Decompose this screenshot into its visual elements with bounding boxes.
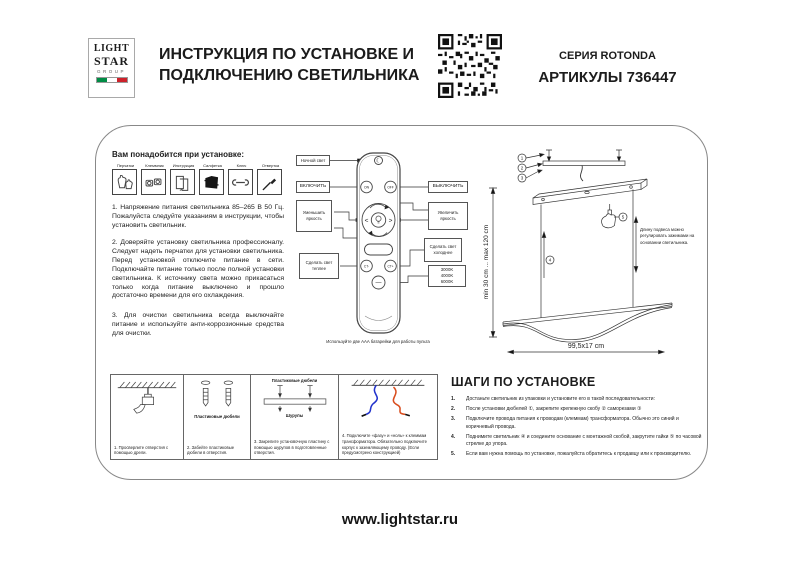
tool-item-gloves — [112, 163, 139, 195]
step-number: 1. — [451, 396, 456, 402]
fixture-note: Длину подвеса можно регулировать зажимами на основании светильника. — [640, 227, 695, 245]
tool-row — [112, 163, 284, 195]
panel-label: Пластиковые дюбели — [194, 414, 240, 419]
callout-warmer: Сделать свет теплее — [299, 253, 339, 279]
svg-text:4: 4 — [548, 257, 552, 263]
panel-plate — [251, 375, 339, 459]
svg-text:1: 1 — [520, 155, 524, 161]
callout-cooler: Сделать свет холоднее — [424, 238, 462, 262]
page-title-line1: ИНСТРУКЦИЯ ПО УСТАНОВКЕ И — [159, 46, 415, 63]
tool-label: Инструкция — [172, 163, 195, 168]
wiring-illustration — [342, 378, 434, 418]
tool-label: Салфетка — [203, 163, 222, 168]
tool-label: Ключ — [236, 163, 247, 168]
moon-icon: ☾ — [375, 158, 382, 165]
svg-text:2: 2 — [520, 165, 524, 171]
svg-text:ON: ON — [363, 185, 370, 190]
tools-section — [112, 150, 284, 339]
step-item — [451, 434, 703, 449]
drill-illustration — [114, 378, 180, 420]
tools-heading: Вам понадобится при установке: — [112, 150, 245, 159]
italy-flag-icon — [96, 77, 128, 83]
tool-item-wrench — [228, 163, 255, 195]
tool-item-terminal — [141, 163, 168, 195]
svg-text:OFF: OFF — [387, 185, 394, 190]
step-number: 4. — [451, 433, 456, 440]
panel-caption: 4. Подключите «фазу» и «ноль» к клеммам трансформатора. Обязательно подключите корпус к заземляющему проводу. (Если предусмотрено конструкцией) — [342, 433, 427, 456]
gloves-icon — [112, 169, 137, 195]
logo-line3: GROUP — [96, 69, 126, 75]
step-text: Достаньте светильник из упаковки и установите его в такой последовательности: — [466, 396, 655, 402]
note-paragraph-2: 2. Доверяйте установку светильника профессионалу. Следует надеть перчатки для установки светильника. Перед установкой отключите питание в сети. Подключайте питание только после полной установки светильника. К источнику света можно прикасаться только когда питание выключено и прошло достаточно времени для его охлаждения. — [112, 239, 284, 300]
step-number: 3. — [451, 416, 456, 422]
manual-icon — [170, 169, 195, 195]
fixture-svg — [483, 140, 708, 365]
step-number: 2. — [451, 406, 456, 412]
step-text: Если вам нужна помощь по установке, пожалуйста обратитесь к продавцу или к производителю. — [466, 451, 692, 457]
napkin-icon — [199, 169, 224, 195]
dowels-illustration — [187, 378, 247, 414]
page-title — [159, 44, 419, 86]
callout-dim: Уменьшить яркость — [296, 200, 332, 232]
step-text: Поднимите светильник ④ и соедините основание с монтажной скобой, закрутите гайки ⑤ по часовой стрелке до упора. — [466, 433, 702, 447]
svg-text:CT-: CT- — [363, 264, 370, 269]
series-label: СЕРИЯ ROTONDA — [559, 50, 656, 62]
footer — [0, 511, 800, 528]
terminal-block-icon — [141, 169, 166, 195]
step-item — [451, 416, 703, 431]
note-paragraph-3: 3. Для очистки светильника всегда выключайте питание и используйте анти-коррозионные средства для очистки. — [112, 312, 284, 337]
neutral-wire — [366, 385, 377, 414]
step-text: Подключите провода питания к проводам (клеммам) трансформатора. Обычно это синий и коричневый провода. — [466, 416, 679, 430]
page-title-line2: ПОДКЛЮЧЕНИЮ СВЕТИЛЬНИКА — [159, 67, 420, 85]
wrench-icon — [228, 169, 253, 195]
remote-body — [357, 153, 400, 333]
panel-drill — [111, 375, 184, 459]
tool-label: Клеммник — [145, 163, 164, 168]
note-paragraph-1: 1. Напряжение питания светильника 85–265 В 50 Гц. Пожалуйста следуйте указаниям в инструкции, чтобы установить светильник. — [112, 204, 284, 229]
panel-caption: 3. Закрепите установочную пластину с помощью шурупов в подготовленные отверстия. — [254, 438, 330, 456]
qr-code-icon — [438, 34, 502, 98]
remote-caption: Используйте две AAA батарейки для работы пульта — [326, 339, 430, 344]
svg-text:5: 5 — [621, 214, 625, 220]
panel-caption: 2. Забейте пластиковые дюбели в отверстия. — [187, 444, 235, 456]
brighten-arrow: > — [388, 217, 393, 225]
fixture-section — [483, 140, 708, 365]
step-number: 5. — [451, 451, 456, 457]
vertical-dimension-label: min 30 cm ... max 120 cm — [483, 224, 490, 300]
lightstar-logo — [88, 38, 135, 98]
svg-text:3: 3 — [520, 175, 524, 181]
tool-label: Перчатки — [116, 163, 135, 168]
tool-item-napkin — [199, 163, 226, 195]
phase-wire — [393, 387, 405, 414]
logo-line2: STAR — [93, 53, 130, 68]
panels-strip — [110, 374, 438, 460]
callout-kelvin: 3000K 4000K 6000K — [428, 265, 466, 287]
panel-label-bottom: Шурупы — [285, 413, 304, 419]
plate-illustration — [254, 383, 336, 413]
website-url: www.lightstar.ru — [341, 511, 459, 528]
callout-turn-off: ВЫКЛЮЧИТЬ — [428, 181, 468, 193]
panel-label-top: Пластиковые дюбели — [271, 378, 318, 383]
svg-text:CT+: CT+ — [387, 264, 394, 269]
dim-arrow: < — [364, 217, 369, 225]
tool-item-manual — [170, 163, 197, 195]
callout-brighten: Увеличить яркость — [428, 202, 468, 230]
step-text: После установки дюбелей ①, закрепите крепежную скобу ② саморезами ③ — [466, 406, 642, 412]
callout-night-light: Ночной свет — [296, 155, 330, 166]
step-item — [451, 396, 703, 404]
horizontal-dimension-label: 99,5x17 cm — [567, 343, 605, 350]
step-item — [451, 406, 703, 414]
panel-dowels — [184, 375, 251, 459]
steps-section — [451, 375, 703, 461]
panel-caption: 1. Просверлите отверстия с помощью дрели. — [114, 444, 169, 456]
panel-wiring — [339, 375, 439, 459]
logo-line1: LIGHT — [93, 43, 130, 54]
screwdriver-icon — [257, 169, 282, 195]
step-item — [451, 451, 703, 459]
callout-turn-on: ВКЛЮЧИТЬ — [296, 181, 330, 193]
article-label: АРТИКУЛЫ 736447 — [538, 69, 677, 86]
steps-heading: ШАГИ ПО УСТАНОВКЕ — [451, 375, 596, 389]
tool-label: Отвертка — [261, 163, 280, 168]
tool-item-screwdriver — [257, 163, 284, 195]
